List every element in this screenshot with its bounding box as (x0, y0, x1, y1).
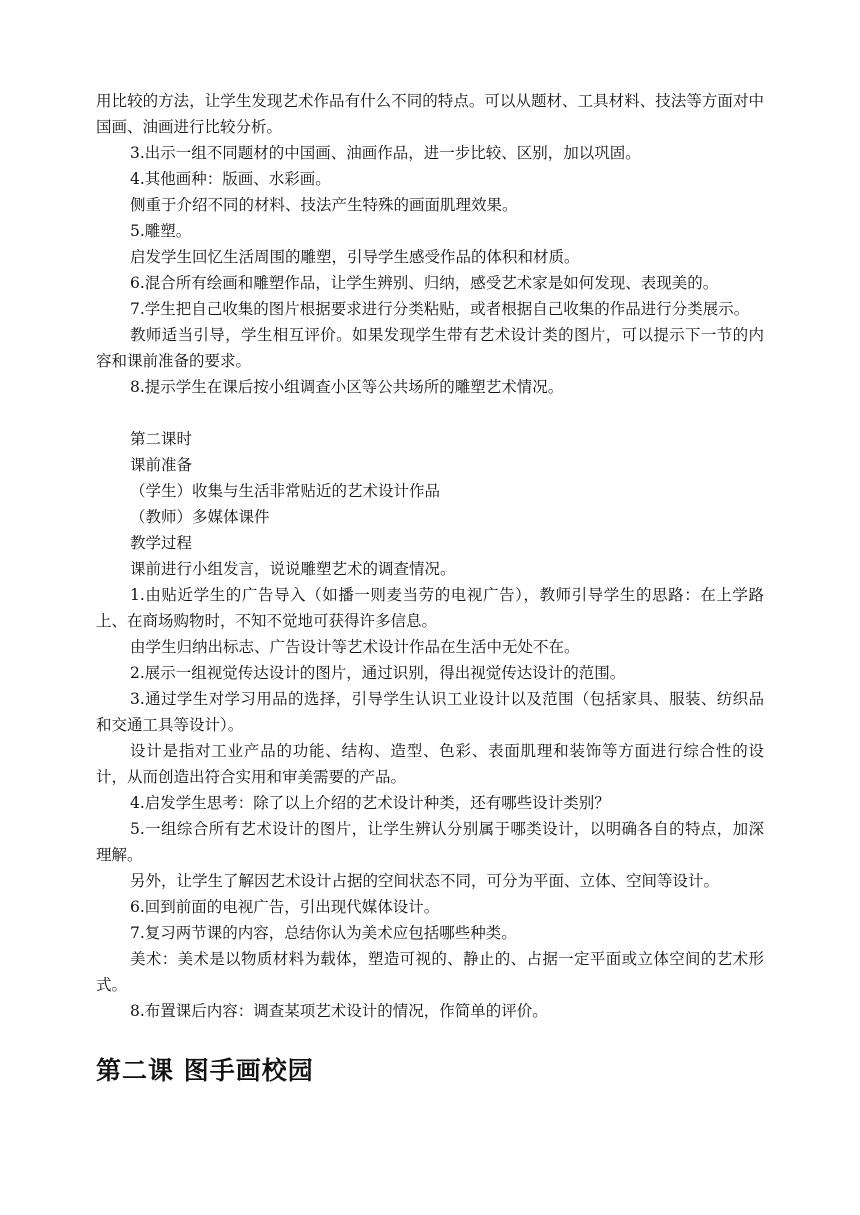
paragraph: 6.回到前面的电视广告，引出现代媒体设计。 (130, 898, 440, 916)
paragraph: 5.一组综合所有艺术设计的图片，让学生辨认分别属于哪类设计，以明确各自的特点，加深理解。 (96, 820, 764, 864)
paragraph: 5.雕塑。 (130, 222, 192, 240)
paragraph: 4.其他画种：版画、水彩画。 (130, 170, 331, 188)
paragraph: 6.混合所有绘画和雕塑作品，让学生辨别、归纳，感受艺术家是如何发现、表现美的。 (130, 274, 719, 292)
paragraph: 另外，让学生了解因艺术设计占据的空间状态不同，可分为平面、立体、空间等设计。 (130, 872, 720, 890)
paragraph: 1.由贴近学生的广告导入（如播一则麦当劳的电视广告），教师引导学生的思路：在上学路上、在商场购物时，不知不觉地可获得许多信息。 (96, 586, 764, 630)
section-gap (96, 400, 764, 426)
paragraph: 4.启发学生思考：除了以上介绍的艺术设计种类，还有哪些设计类别？ (130, 794, 610, 812)
paragraph: 设计是指对工业产品的功能、结构、造型、色彩、表面肌理和装饰等方面进行综合性的设计，从而创造出符合实用和审美需要的产品。 (96, 742, 764, 786)
paragraph: 7.学生把自己收集的图片根据要求进行分类粘贴，或者根据自己收集的作品进行分类展示。 (130, 300, 750, 318)
paragraph: 第二课时 (130, 430, 193, 448)
paragraph: 教师适当引导，学生相互评价。如果发现学生带有艺术设计类的图片，可以提示下一节的内容和课前准备的要求。 (96, 326, 764, 370)
paragraph: 用比较的方法，让学生发现艺术作品有什么不同的特点。可以从题材、工具材料、技法等方面对中国画、油画进行比较分析。 (96, 92, 764, 136)
lesson-one-continued (96, 88, 764, 400)
paragraph: （学生）收集与生活非常贴近的艺术设计作品 (130, 482, 441, 500)
paragraph: 课前进行小组发言，说说雕塑艺术的调查情况。 (130, 560, 456, 578)
paragraph: （教师）多媒体课件 (130, 508, 270, 526)
paragraph: 由学生归纳出标志、广告设计等艺术设计作品在生活中无处不在。 (130, 638, 580, 656)
paragraph: 课前准备 (130, 456, 193, 474)
paragraph: 7.复习两节课的内容，总结你认为美术应包括哪些种类。 (130, 924, 517, 942)
paragraph: 侧重于介绍不同的材料、技法产生特殊的画面肌理效果。 (130, 196, 518, 214)
paragraph: 教学过程 (130, 534, 193, 552)
paragraph: 启发学生回忆生活周围的雕塑，引导学生感受作品的体积和材质。 (130, 248, 580, 266)
paragraph: 美术：美术是以物质材料为载体，塑造可视的、静止的、占据一定平面或立体空间的艺术形式。 (96, 950, 764, 994)
paragraph: 8.提示学生在课后按小组调查小区等公共场所的雕塑艺术情况。 (130, 378, 564, 396)
paragraph: 3.出示一组不同题材的中国画、油画作品，进一步比较、区别，加以巩固。 (130, 144, 641, 162)
paragraph: 3.通过学生对学习用品的选择，引导学生认识工业设计以及范围（包括家具、服装、纺织品和交通工具等设计）。 (96, 690, 764, 734)
lesson-two-section (96, 426, 764, 1024)
paragraph: 2.展示一组视觉传达设计的图片，通过识别，得出视觉传达设计的范围。 (130, 664, 626, 682)
paragraph: 8.布置课后内容：调查某项艺术设计的情况，作简单的评价。 (130, 1002, 548, 1020)
document-page (96, 88, 764, 1088)
lesson-heading: 第二课 图手画校园 (96, 1056, 314, 1085)
